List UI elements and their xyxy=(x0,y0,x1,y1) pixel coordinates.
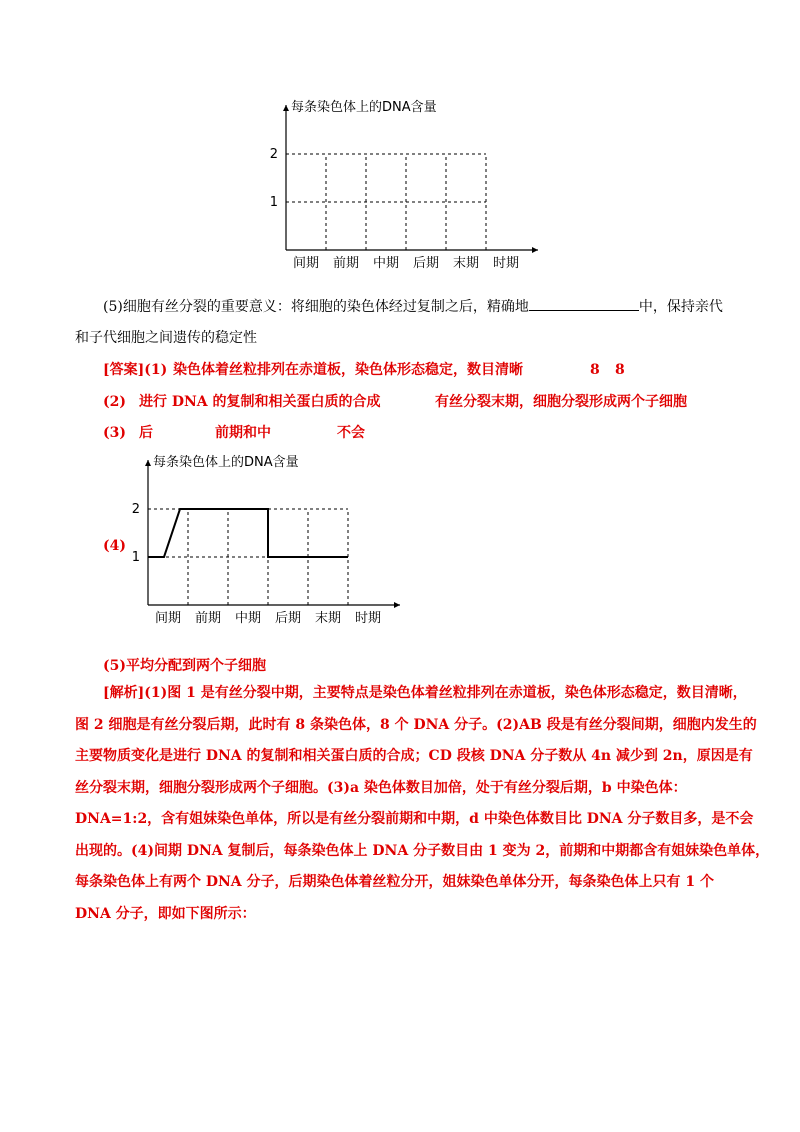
y-axis-arrow xyxy=(145,460,151,466)
x-tick-label: 后期 xyxy=(274,611,302,626)
answer-3-line xyxy=(103,422,365,442)
answer-4-label: (4) xyxy=(103,538,126,554)
question-5-line2 xyxy=(75,323,257,353)
answer-2-text-1: 进行 DNA 的复制和相关蛋白质的合成 xyxy=(139,394,381,410)
analysis-block xyxy=(75,678,769,930)
y-tick-label: 2 xyxy=(269,147,278,162)
x-axis-end-label: 时期 xyxy=(354,611,382,626)
answer-2-text-2: 有丝分裂末期，细胞分裂形成两个子细胞 xyxy=(435,394,687,410)
answer-3-text-1: 后 xyxy=(139,425,153,441)
x-tick-label: 前期 xyxy=(194,611,222,626)
analysis-line: DNA 分子，即如下图所示： xyxy=(75,905,256,922)
answer-1-text: 染色体着丝粒排列在赤道板，染色体形态稳定，数目清晰 xyxy=(173,362,523,378)
chart-answer xyxy=(112,450,402,630)
y-axis-arrow xyxy=(283,105,289,111)
x-axis-arrow xyxy=(394,602,400,608)
x-tick-label: 末期 xyxy=(314,611,342,626)
analysis-line: [解析](1)图 1 是有丝分裂中期，主要特点是染色体着丝粒排列在赤道板，染色体形态稳定，数目清晰， xyxy=(103,685,747,701)
y-axis-title: 每条染色体上的DNA含量 xyxy=(291,100,437,115)
chart-empty-svg xyxy=(250,95,540,275)
fill-blank[interactable] xyxy=(529,296,639,311)
answer-3-text-2: 前期和中 xyxy=(215,425,271,441)
x-tick-label: 间期 xyxy=(154,611,182,626)
series-line xyxy=(148,509,348,557)
question-5-text-b: 中，保持亲代 xyxy=(638,299,723,315)
answer-3-label: (3) xyxy=(103,425,126,441)
answer-1-line xyxy=(103,359,625,379)
x-axis-end-label: 时期 xyxy=(492,256,520,271)
analysis-line: DNA=1:2，含有姐妹染色单体，所以是有丝分裂前期和中期，d 中染色体数目比 DNA 分子数目多，是不会 xyxy=(75,811,754,827)
answer-2-label: (2) xyxy=(103,394,126,410)
x-tick-label: 间期 xyxy=(292,256,320,271)
answer-1-value-2: 8 xyxy=(615,362,625,378)
analysis-line: 图 2 细胞是有丝分裂后期，此时有 8 条染色体，8 个 DNA 分子。(2)AB 段是有丝分裂间期，细胞内发生的 xyxy=(75,716,757,733)
x-tick-label: 前期 xyxy=(332,256,360,271)
answer-3-text-3: 不会 xyxy=(337,425,365,441)
chart-empty xyxy=(250,95,540,275)
analysis-line: 每条染色体上有两个 DNA 分子，后期染色体着丝粒分开，姐妹染色单体分开，每条染色体上只有 1 个 xyxy=(75,874,715,890)
question-5-text-a: (5)细胞有丝分裂的重要意义：将细胞的染色体经过复制之后，精确地 xyxy=(103,299,529,315)
question-5-line1 xyxy=(103,292,723,322)
y-tick-label: 1 xyxy=(131,550,140,565)
analysis-line: 主要物质变化是进行 DNA 的复制和相关蛋白质的合成；CD 段核 DNA 分子数从 4n 减少到 2n，原因是有 xyxy=(75,748,753,764)
question-5-text-c: 和子代细胞之间遗传的稳定性 xyxy=(75,330,257,346)
analysis-line: 出现的。(4)间期 DNA 复制后，每条染色体上 DNA 分子数目由 1 变为 2，前期和中期都含有姐妹染色单体， xyxy=(75,842,770,859)
y-tick-label: 2 xyxy=(131,502,140,517)
answer-2-line xyxy=(103,391,687,411)
answer-5: (5)平均分配到两个子细胞 xyxy=(103,658,266,674)
y-axis-title: 每条染色体上的DNA含量 xyxy=(153,455,299,470)
answer-1-label: [答案](1) xyxy=(103,362,168,378)
x-axis-arrow xyxy=(532,247,538,253)
x-tick-label: 中期 xyxy=(372,256,400,271)
x-tick-label: 中期 xyxy=(234,611,262,626)
x-tick-label: 后期 xyxy=(412,256,440,271)
analysis-line: 丝分裂末期，细胞分裂形成两个子细胞。(3)a 染色体数目加倍，处于有丝分裂后期，b 中染色体： xyxy=(75,779,687,796)
answer-1-value-1: 8 xyxy=(590,362,600,378)
x-tick-label: 末期 xyxy=(452,256,480,271)
chart-answer-svg xyxy=(112,450,402,630)
y-tick-label: 1 xyxy=(269,195,278,210)
